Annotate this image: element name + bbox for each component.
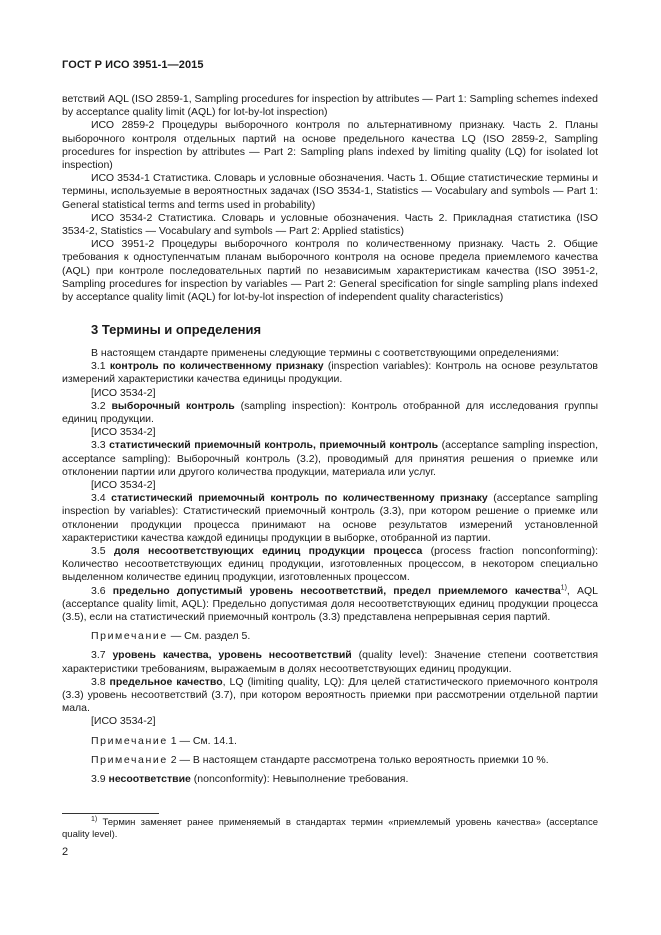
terms-section xyxy=(62,347,598,786)
reference-item: ИСО 3534-1 Статистика. Словарь и условные обозначения. Часть 1. Общие статистические термины и термины, используемые в вероятностных задачах (ISO 3534-1, Statistics — Vocabulary and symbols — Part 1: General statistical terms and terms used in probability) xyxy=(62,172,598,211)
term-name: доля несоответствующих единиц продукции процесса xyxy=(113,545,423,558)
term-name: статистический приемочный контроль по количественному признаку xyxy=(111,492,488,505)
term-name: уровень качества, уровень несоответствий xyxy=(112,649,352,662)
term-name: несоответствие xyxy=(108,773,191,786)
term-entry: 3.7 уровень качества, уровень несоответствий (quality level): Значение степени соответствия характеристики требованиям, выражаемым в долях несоответствующих единиц продукции. xyxy=(62,649,598,675)
term-name: предельно допустимый уровень несоответствий, предел приемлемого качества xyxy=(112,584,561,597)
note: Примечание 2 — В настоящем стандарте рассмотрена только вероятность приемки 10 %. xyxy=(91,753,549,766)
term-entry: 3.4 статистический приемочный контроль по количественному признаку (acceptance sampling inspection by variables): Статистический приемочный контроль (3.3), при котором решение о приемке или отклонении продукции процесса принимают на основе результатов измерений установленной характеристики качества каждой единицы продукции в выборке, отобранной из партии. xyxy=(62,492,598,544)
section-title: 3 Термины и определения xyxy=(91,322,262,337)
reference-item: ИСО 3951-2 Процедуры выборочного контроля по количественному признаку. Часть 2. Общие требования к одноступенчатым планам выборочного контроля на основе предела приемлемого качества (AQL) при контроле последовательных партий по независимым характеристикам качества (ISO 3951-2, Sampling procedures for inspection by variables — Part 2: General specification for single sampling plans indexed by acceptance quality limit (AQL) for lot-by-lot inspection of independent quality characteristics) xyxy=(62,238,598,304)
term-name: статистический приемочный контроль, приемочный контроль xyxy=(109,439,439,452)
footnote: $^{1)}$ Термин заменяет ранее применяемый в стандартах термин «приемлемый уровень качества» (acceptance quality level). xyxy=(62,815,598,840)
document-header: ГОСТ Р ИСО 3951-1—2015 xyxy=(62,59,204,71)
term-entry: 3.1 контроль по количественному признаку (inspection variables): Контроль на основе результатов измерений характеристики качества единицы продукции. xyxy=(62,360,598,386)
term-entry: 3.5 доля несоответствующих единиц продукции процесса (process fraction nonconforming): Количество несоответствующих единиц продукции, изготовленных процессом, в некотором специально выделенном количестве единиц продукции, изготовленных процессом. xyxy=(62,545,599,584)
reference-item: ИСО 2859-2 Процедуры выборочного контроля по альтернативному признаку. Часть 2. Планы выборочного контроля отдельных партий на основе предельного качества LQ (ISO 2859-2, Sampling procedures for inspection by attributes — Part 2: Sampling plans indexed by limiting quality (LQ) for isolated lot inspection) xyxy=(62,119,598,172)
reference-item: ветствий AQL (ISO 2859-1, Sampling procedures for inspection by attributes — Part 1: Sampling schemes indexed by acceptance quality limit (AQL) for lot-by-lot inspection) xyxy=(62,93,598,119)
reference-item: ИСО 3534-2 Статистика. Словарь и условные обозначения. Часть 2. Прикладная статистика (ISO 3534-2, Statistics — Vocabulary and symbols — Part 2: Applied statistics) xyxy=(62,211,598,238)
intro-paragraph: В настоящем стандарте применены следующие термины с соответствующими определениями: xyxy=(91,347,560,359)
term-source: [ИСО 3534-2] xyxy=(91,426,156,439)
term-name: выборочный контроль xyxy=(111,399,235,412)
term-entry: 3.8 предельное качество, LQ (limiting quality, LQ): Для целей статистического приемочного контроля (3.3) уровень несоответствий (3.7), при котором вероятность приемки при рассмотрении отдельной партии мала. xyxy=(62,675,598,715)
term-name: контроль по количественному признаку xyxy=(109,360,324,373)
term-entry: 3.2 выборочный контроль (sampling inspection): Контроль отобранной для исследования группы единиц продукции. xyxy=(62,399,599,426)
note: Примечание — См. раздел 5. xyxy=(91,630,251,643)
term-entry: 3.9 несоответствие (nonconformity): Невыполнение требования. xyxy=(91,773,409,786)
term-entry: 3.3 статистический приемочный контроль, приемочный контроль (acceptance sampling inspection, acceptance sampling): Выборочный контроль (3.2), проводимый для принятия решения о приемке или отклонении партии или другого количества продукции, материала или услуг. xyxy=(62,439,599,478)
footnote-separator xyxy=(62,813,159,814)
term-entry: 3.6 предельно допустимый уровень несоответствий, предел приемлемого качества$^{1)}$, AQL (acceptance quality limit, AQL): Предельно допустимая доля несоответствующих единиц продукции процесса (3.5), если на статистический приемочный контроль (3.3) представлена непрерывная серия партий. xyxy=(62,584,598,624)
term-source: [ИСО 3534-2] xyxy=(91,479,156,492)
footnote-ref: 1) xyxy=(560,584,567,592)
term-source: [ИСО 3534-2] xyxy=(91,715,156,728)
note: Примечание 1 — См. 14.1. xyxy=(91,734,237,747)
term-source: [ИСО 3534-2] xyxy=(91,386,156,399)
term-name: предельное качество xyxy=(109,675,223,688)
page-number: 2 xyxy=(62,846,69,858)
normative-references xyxy=(62,93,598,304)
